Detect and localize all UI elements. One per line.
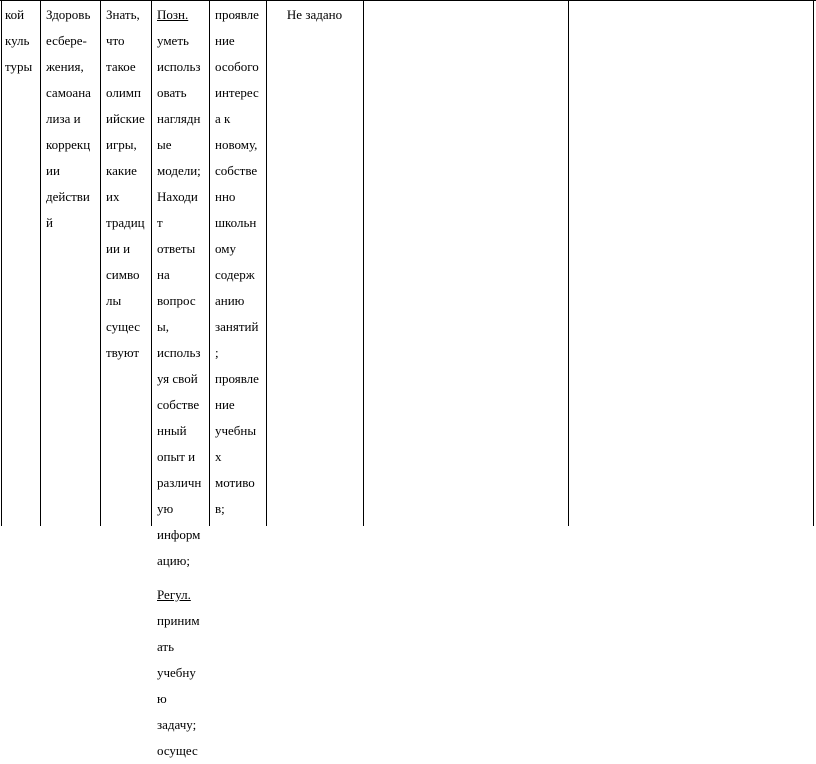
cognitive-text: уметь использ овать наглядн ые модели; Находи т ответы на вопрос ы, использ уя свой собстве нный опыт и различн ую информ ацию; bbox=[157, 33, 202, 568]
column-divider bbox=[568, 1, 569, 526]
column-divider bbox=[209, 1, 210, 526]
cognitive-label: Позн. bbox=[157, 7, 189, 22]
column-divider bbox=[266, 1, 267, 526]
table-border-right bbox=[813, 1, 814, 526]
table-border-left bbox=[1, 1, 2, 526]
cell-metasubject-results bbox=[157, 2, 209, 764]
cell-subject-results: Знать, что такое олимп ийские игры, какие их традиц ии и симво лы сущес твуют bbox=[106, 7, 145, 360]
cell-personal-results: проявле ние особого интерес а к новому, собстве нно школьн ому содерж анию занятий ; проявле ние учебны х мотиво в; bbox=[215, 7, 259, 516]
regulatory-text: приним ать учебну ю задачу; осущес bbox=[157, 613, 200, 758]
column-divider bbox=[100, 1, 101, 526]
column-divider bbox=[151, 1, 152, 526]
column-divider bbox=[363, 1, 364, 526]
cell-subject: кой куль туры bbox=[5, 7, 33, 74]
regulatory-label: Регул. bbox=[157, 587, 191, 602]
cell-not-specified: Не задано bbox=[286, 7, 343, 22]
column-divider bbox=[40, 1, 41, 526]
cell-technologies: Здоровь есбере- жения, самоана лиза и коррекц ии действи й bbox=[46, 7, 91, 230]
